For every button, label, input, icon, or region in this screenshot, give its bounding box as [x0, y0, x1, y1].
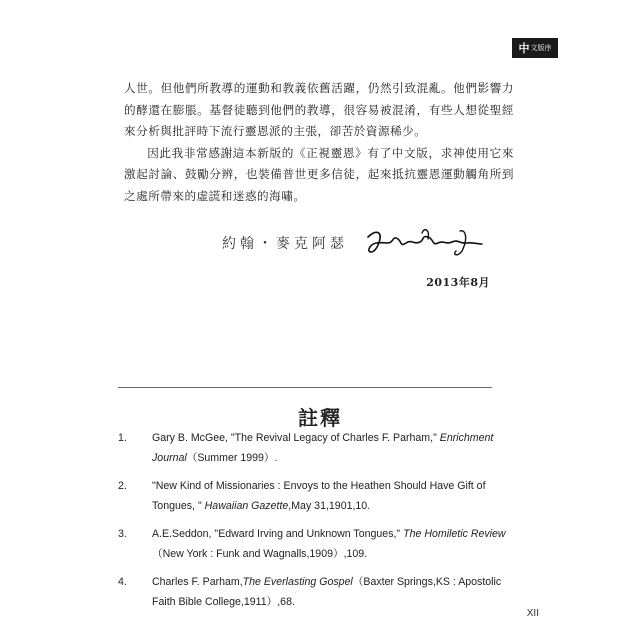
date: 2013年8月 — [426, 276, 490, 289]
paragraph: 因此我非常感謝這本新版的《正視靈恩》有了中文版，求神使用它來激起討論、鼓勵分辨，也裝備普世更多信徒，起來抵抗靈恩運動觸角所到之處所帶來的虛謊和迷惑的海嘯。 — [124, 145, 514, 203]
divider — [118, 387, 492, 388]
note-text: Charles F. Parham,The Everlasting Gospel（Baxter Springs,KS : Apostolic Faith Bible College,1911）,68. — [152, 576, 502, 608]
signature-block — [222, 225, 486, 261]
note-item — [118, 572, 508, 612]
note-text: "New Kind of Missionaries : Envoys to the Heathen Should Have Gift of Tongues, " Hawaiian Gazette,May 31,1901,10. — [152, 480, 486, 512]
page-number: XII — [526, 608, 539, 619]
note-text: A.E.Seddon, "Edward Irving and Unknown Tongues," The Homiletic Review（New York : Funk and Wagnalls,1909）,109. — [152, 528, 506, 560]
author-name: 約翰・麥克阿瑟 — [222, 236, 348, 252]
section-tab-big: 中 — [518, 42, 530, 55]
note-number: 1. — [118, 432, 127, 444]
note-number: 4. — [118, 576, 127, 588]
note-number: 2. — [118, 480, 127, 492]
notes-title: 註釋 — [298, 406, 342, 430]
notes-list — [118, 428, 508, 620]
paragraph: 人世。但他們所教導的運動和教義依舊活躍，仍然引致混亂。他們影響力的酵還在膨脹。基督徒聽到他們的教導，很容易被混淆，有些人想從聖經來分析與批評時下流行靈恩派的主張，卻苦於資源稀少。 — [124, 81, 514, 138]
section-tab-small: 文版序 — [530, 44, 552, 52]
note-number: 3. — [118, 528, 127, 540]
preface-body — [124, 78, 514, 207]
note-item — [118, 524, 508, 564]
handwritten-signature — [362, 225, 486, 261]
note-item — [118, 428, 508, 468]
note-text: Gary B. McGee, "The Revival Legacy of Charles F. Parham," Enrichment Journal（Summer 1999）. — [152, 432, 494, 464]
section-tab — [512, 38, 558, 58]
note-item — [118, 476, 508, 516]
